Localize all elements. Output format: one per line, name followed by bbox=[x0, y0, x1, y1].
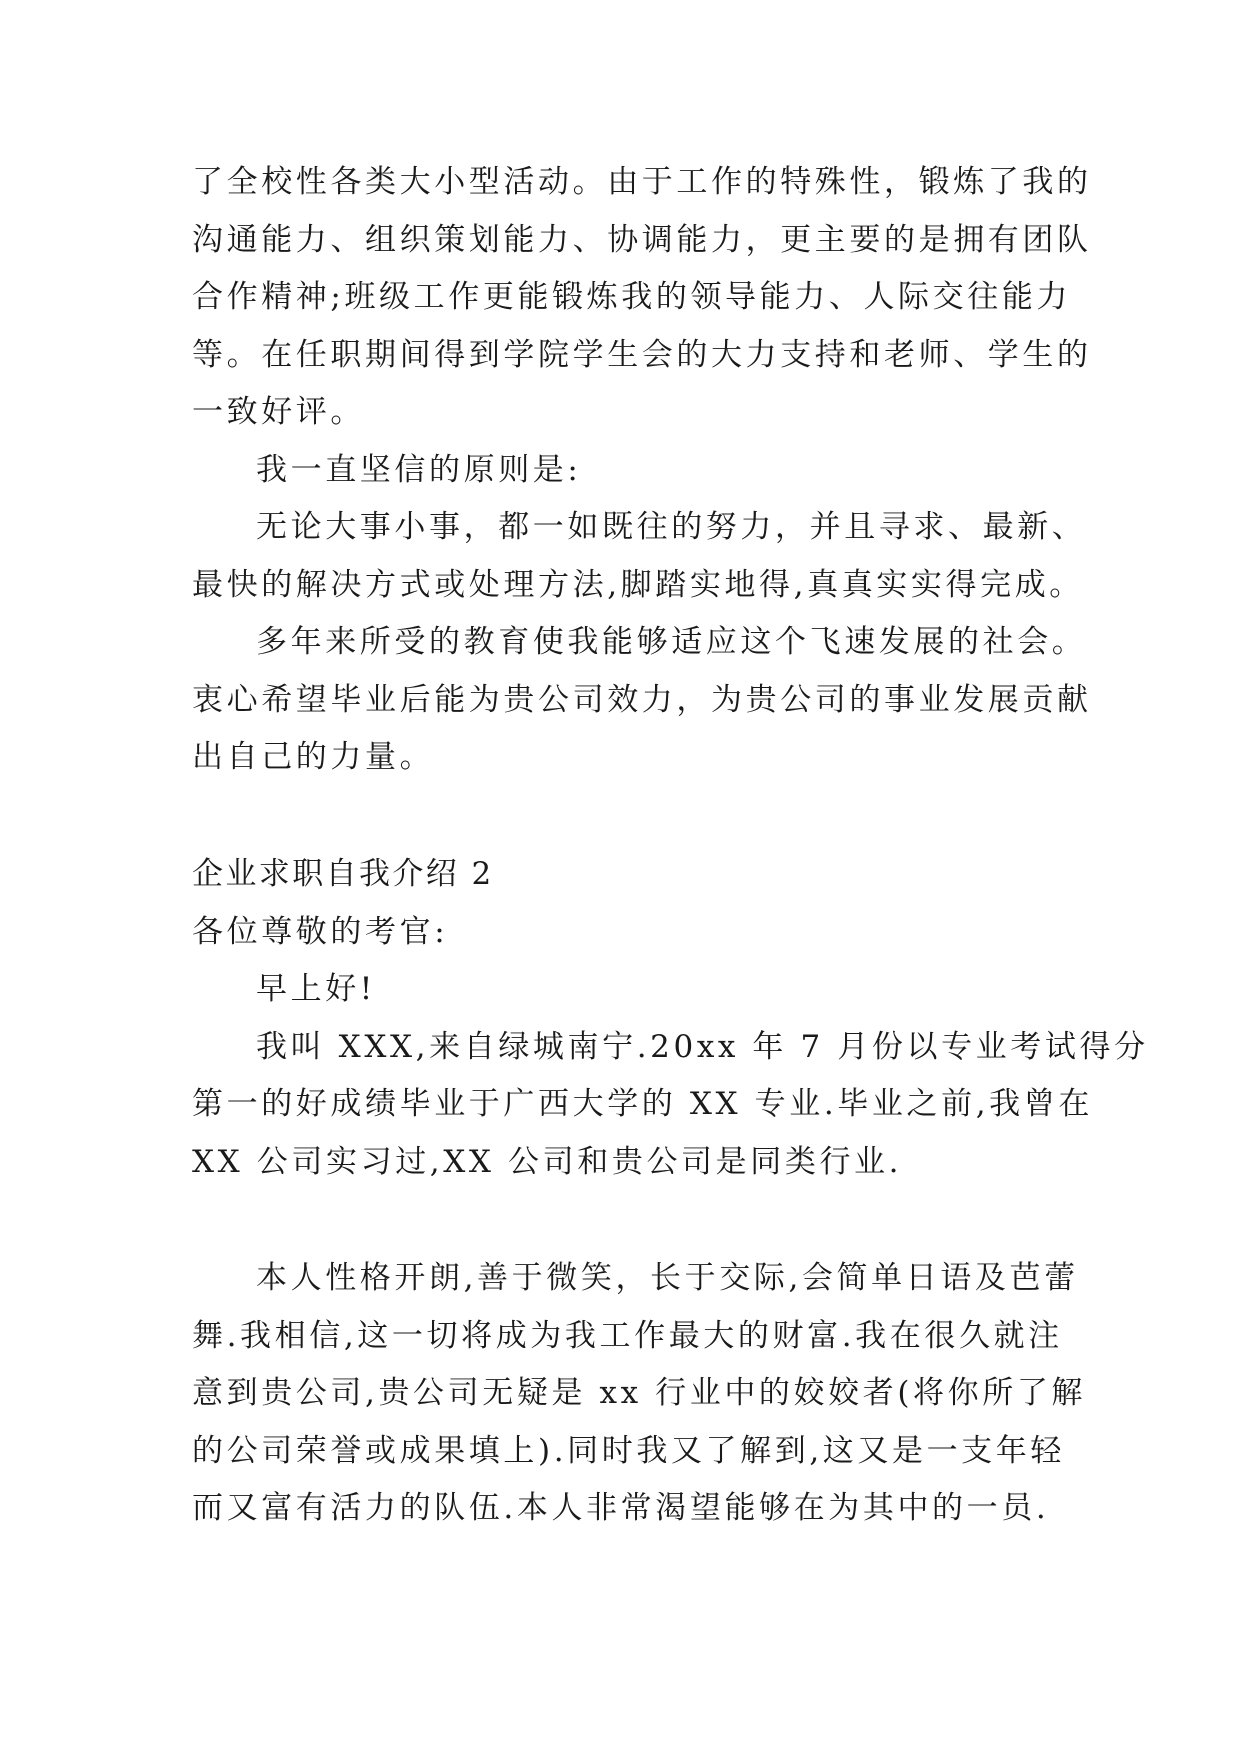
paragraph-line: 舞.我相信,这一切将成为我工作最大的财富.我在很久就注 bbox=[192, 1318, 1063, 1354]
paragraph-line: 沟通能力、组织策划能力、协调能力，更主要的是拥有团队 bbox=[192, 222, 1092, 258]
paragraph-line: 意到贵公司,贵公司无疑是 xx 行业中的姣姣者(将你所了解 bbox=[192, 1375, 1087, 1411]
paragraph-line: 无论大事小事，都一如既往的努力，并且寻求、最新、 bbox=[256, 509, 1087, 545]
paragraph-line: 多年来所受的教育使我能够适应这个飞速发展的社会。 bbox=[256, 624, 1087, 660]
salutation: 各位尊敬的考官: bbox=[192, 914, 449, 950]
section-title: 企业求职自我介绍 2 bbox=[192, 856, 494, 892]
paragraph-line: XX 公司实习过,XX 公司和贵公司是同类行业. bbox=[192, 1144, 903, 1180]
paragraph-line: 合作精神;班级工作更能锻炼我的领导能力、人际交往能力 bbox=[192, 279, 1072, 315]
paragraph-line: 的公司荣誉或成果填上).同时我又了解到,这又是一支年轻 bbox=[192, 1433, 1065, 1469]
paragraph-line: 衷心希望毕业后能为贵公司效力，为贵公司的事业发展贡献 bbox=[192, 682, 1092, 718]
paragraph-line: 第一的好成绩毕业于广西大学的 XX 专业.毕业之前,我曾在 bbox=[192, 1086, 1093, 1122]
paragraph-line: 我一直坚信的原则是: bbox=[256, 452, 582, 488]
paragraph-line: 了全校性各类大小型活动。由于工作的特殊性，锻炼了我的 bbox=[192, 164, 1092, 200]
paragraph-line: 出自己的力量。 bbox=[192, 739, 435, 775]
paragraph-line: 我叫 XXX,来自绿城南宁.20xx 年 7 月份以专业考试得分 bbox=[256, 1029, 1149, 1065]
paragraph-line: 本人性格开朗,善于微笑，长于交际,会简单日语及芭蕾 bbox=[256, 1260, 1079, 1296]
greeting: 早上好! bbox=[256, 971, 376, 1007]
paragraph-line: 一致好评。 bbox=[192, 394, 365, 430]
paragraph-line: 等。在任职期间得到学院学生会的大力支持和老师、学生的 bbox=[192, 337, 1092, 373]
paragraph-line: 最快的解决方式或处理方法,脚踏实地得,真真实实得完成。 bbox=[192, 567, 1084, 603]
paragraph-line: 而又富有活力的队伍.本人非常渴望能够在为其中的一员. bbox=[192, 1490, 1050, 1526]
